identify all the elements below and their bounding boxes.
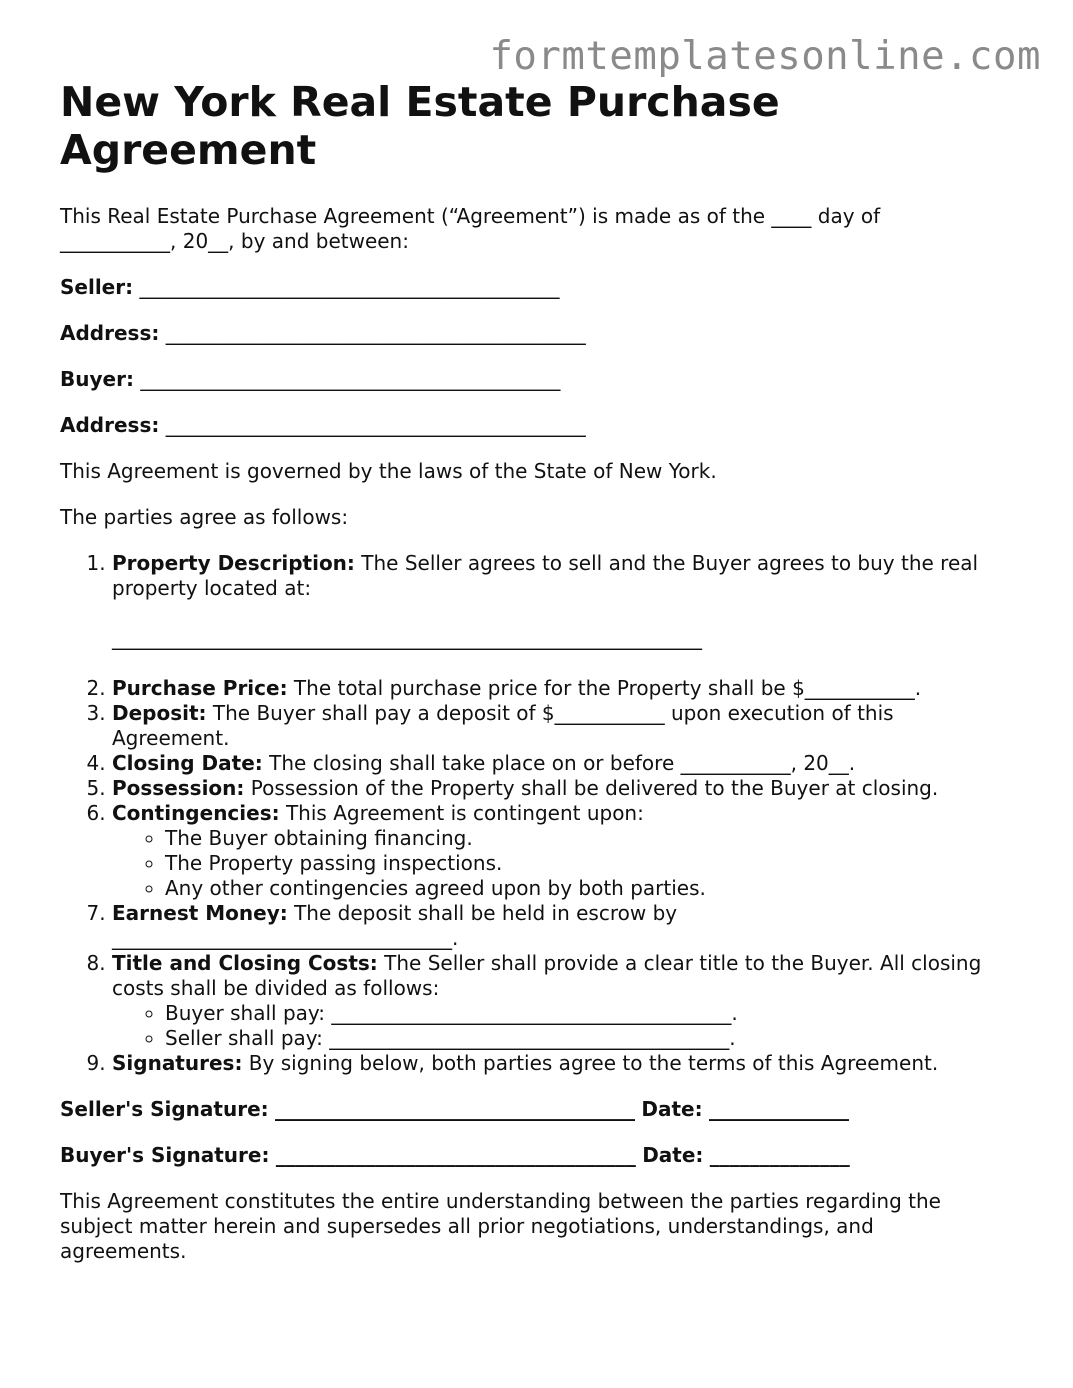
term-text: The Seller agrees to sell and the Buyer agrees to buy the real property located at: xyxy=(112,551,979,600)
list-item: ◦ The Buyer obtaining financing. xyxy=(165,826,1000,851)
buyer-date-label: Date: xyxy=(642,1143,704,1167)
term-text: The Seller shall provide a clear title to the Buyer. All closing costs shall be divided as follows: xyxy=(112,951,982,1000)
seller-date-blank: ______________ xyxy=(708,1097,849,1121)
seller-blank: __________________________________________ xyxy=(139,275,560,299)
list-item: ◦ Seller shall pay: ________________________________________. xyxy=(165,1026,1000,1051)
term-closing-date xyxy=(112,751,1000,776)
contingencies-list xyxy=(112,826,1000,901)
buyer-address-blank: __________________________________________ xyxy=(165,413,586,437)
seller-field xyxy=(60,275,1000,300)
buyer-address-label: Address: xyxy=(60,413,160,437)
property-address-blank: ___________________________________________________________ xyxy=(112,626,702,650)
governing-law: This Agreement is governed by the laws of the State of New York. xyxy=(60,459,717,483)
closing-statement: This Agreement constitutes the entire understanding between the parties regarding the subject matter herein and supersedes all prior negotiations, understandings, and agreements. xyxy=(60,1189,941,1263)
seller-date-label: Date: xyxy=(641,1097,703,1121)
term-label: Earnest Money: xyxy=(112,901,288,925)
term-text: The Buyer shall pay a deposit of $___________ upon execution of this Agreement. xyxy=(112,701,894,750)
term-label: Deposit: xyxy=(112,701,207,725)
term-text: The total purchase price for the Property shall be $___________. xyxy=(287,676,922,700)
term-text: The closing shall take place on or before ___________, 20__. xyxy=(262,751,856,775)
buyer-signature-line xyxy=(60,1143,1000,1168)
seller-signature-label: Seller's Signature: xyxy=(60,1097,269,1121)
buyer-signature-blank: ____________________________________ xyxy=(275,1143,636,1167)
buyer-blank: __________________________________________ xyxy=(140,367,561,391)
term-label: Contingencies: xyxy=(112,801,280,825)
closing-costs-list xyxy=(112,1001,1000,1051)
term-text: By signing below, both parties agree to the terms of this Agreement. xyxy=(242,1051,939,1075)
term-label: Property Description: xyxy=(112,551,355,575)
seller-signature-line xyxy=(60,1097,1000,1122)
term-property-description xyxy=(112,551,1000,651)
term-text: Possession of the Property shall be delivered to the Buyer at closing. xyxy=(244,776,939,800)
seller-label: Seller: xyxy=(60,275,134,299)
list-item: ◦ The Property passing inspections. xyxy=(165,851,1000,876)
agree-intro: The parties agree as follows: xyxy=(60,505,349,529)
buyer-signature-label: Buyer's Signature: xyxy=(60,1143,270,1167)
watermark: formtemplatesonline.com xyxy=(489,34,1041,79)
term-possession xyxy=(112,776,1000,801)
term-label: Possession: xyxy=(112,776,245,800)
list-item: ◦ Any other contingencies agreed upon by both parties. xyxy=(165,876,1000,901)
seller-address-blank: __________________________________________ xyxy=(165,321,586,345)
page-title: New York Real Estate Purchase Agreement xyxy=(60,78,780,174)
term-deposit xyxy=(112,701,1000,751)
term-contingencies xyxy=(112,801,1000,901)
seller-signature-blank: ____________________________________ xyxy=(275,1097,635,1121)
term-text: This Agreement is contingent upon: xyxy=(279,801,644,825)
buyer-label: Buyer: xyxy=(60,367,134,391)
seller-address-field xyxy=(60,321,1000,346)
term-purchase-price xyxy=(112,676,1000,701)
seller-address-label: Address: xyxy=(60,321,160,345)
term-label: Closing Date: xyxy=(112,751,263,775)
document-page xyxy=(60,78,1000,1285)
term-label: Signatures: xyxy=(112,1051,243,1075)
term-label: Title and Closing Costs: xyxy=(112,951,378,975)
buyer-date-blank: ______________ xyxy=(709,1143,850,1167)
intro-paragraph: This Real Estate Purchase Agreement (“Agreement”) is made as of the ____ day of ___________, 20__, by and between: xyxy=(60,204,881,253)
term-earnest-money xyxy=(112,901,1000,951)
buyer-field xyxy=(60,367,1000,392)
buyer-address-field xyxy=(60,413,1000,438)
term-label: Purchase Price: xyxy=(112,676,288,700)
term-title-closing-costs xyxy=(112,951,1000,1051)
terms-list xyxy=(60,551,1000,1076)
term-signatures xyxy=(112,1051,1000,1076)
term-text: The deposit shall be held in escrow by __________________________________. xyxy=(112,901,678,950)
list-item: ◦ Buyer shall pay: ________________________________________. xyxy=(165,1001,1000,1026)
